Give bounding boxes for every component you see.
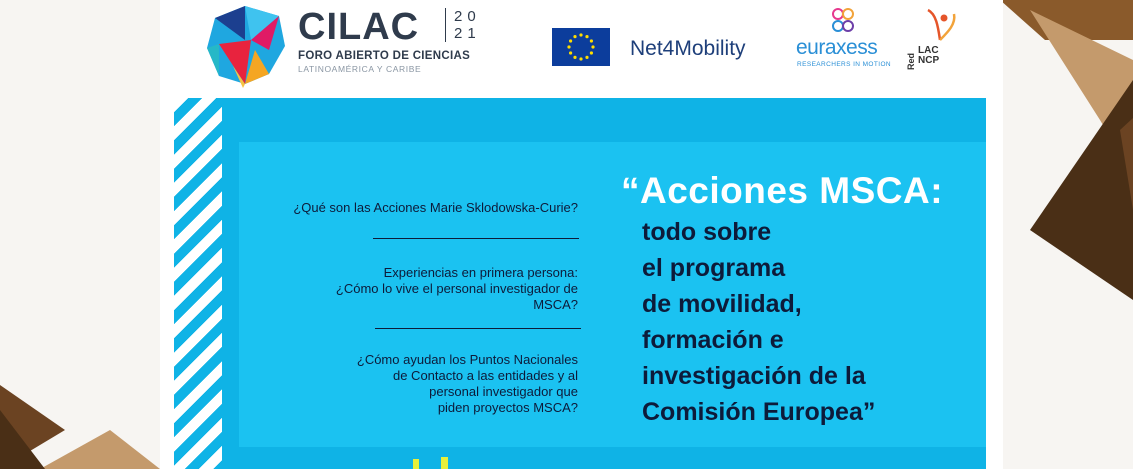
deco-tan-bottom-left [40,430,160,469]
question-2-line-1: Experiencias en primera persona: [383,265,578,280]
cilac-region: LATINOAMÉRICA Y CARIBE [298,64,422,74]
question-3-line-3: personal investigador que [429,384,578,399]
question-3 [200,352,578,416]
ncp-label: NCP [918,55,940,66]
cilac-subtitle: FORO ABIERTO DE CIENCIAS [298,50,471,62]
question-3-line-2: de Contacto a las entidades y al [392,368,578,383]
yellow-mark-icon [413,455,451,469]
title-line-1: todo sobre [642,218,772,246]
divider-2 [375,328,581,329]
question-3-line-1: ¿Cómo ayudan los Puntos Nacionales [356,352,578,367]
question-3-line-4: piden proyectos MSCA? [437,400,578,415]
title-line-3: de movilidad, [642,290,802,318]
title-headline: “Acciones MSCA: [621,170,944,211]
euraxess-tagline: RESEARCHERS IN MOTION [797,61,891,68]
title-line-2: el programa [642,254,786,282]
lac-ncp-label [918,46,939,66]
red-lac-ncp-mark-icon [920,4,962,44]
question-1-line-1: ¿Qué son las Acciones Marie Sklodowska-Curie? [293,200,578,215]
question-2-line-2: ¿Cómo lo vive el personal investigador de [335,281,578,296]
eu-flag-icon [552,28,610,66]
cilac-year-top: 20 [454,8,481,25]
deco-dark-right [1030,80,1133,300]
question-1 [200,200,578,216]
euraxess-mark-icon [826,6,860,36]
lac-label: LAC [918,45,939,56]
euraxess-logo: euraxess [796,36,878,59]
cilac-year [445,8,481,42]
question-2-line-3: MSCA? [533,297,578,312]
cilac-year-bottom: 21 [454,25,481,42]
net4mobility-logo: Net4Mobility [630,37,746,60]
red-label: Red [906,52,916,70]
question-2 [200,265,578,313]
title-line-4: formación e [642,326,784,354]
title-body [642,214,875,430]
title-line-5: investigación de la [642,362,866,390]
divider-1 [373,238,579,239]
cilac-logo-icon [205,4,287,88]
cilac-wordmark: CILAC [298,6,420,48]
title-line-6: Comisión Europea” [642,398,876,426]
